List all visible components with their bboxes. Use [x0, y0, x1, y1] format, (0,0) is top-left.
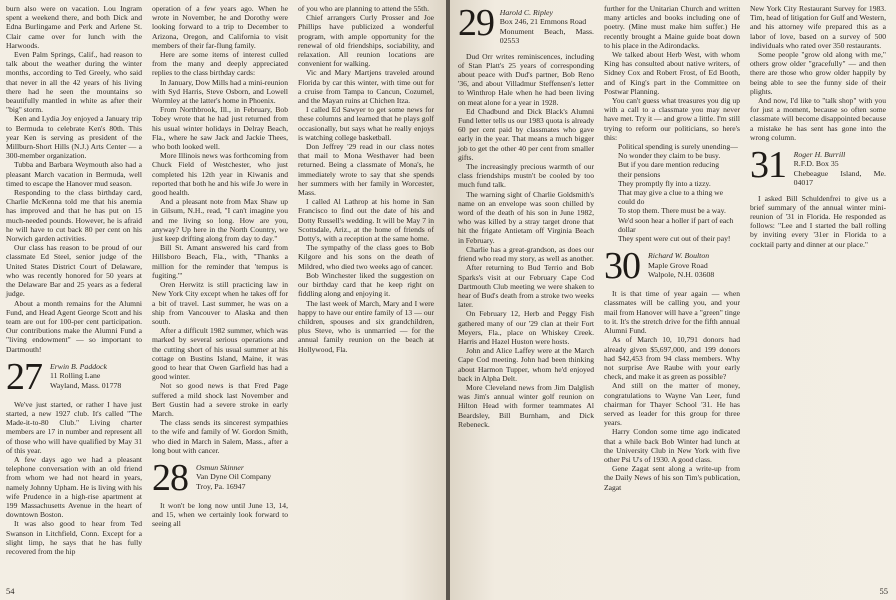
class-entry-27 — [6, 355, 142, 398]
poem-line: No wonder they claim to be busy. — [618, 151, 721, 161]
paragraph: From Northbrook, Ill., in February, Bob Tobey wrote that he had just returned from his usual winter holidays in Delray Beach, Fla., where he saw Jack and Jackie Thees, who both looked well. — [152, 105, 288, 152]
paragraph: New York City Restaurant Survey for 1983. Tim, head of litigation for Gulf and Western, and his attorney wife prepared this as a labor of love, based on a survey of 500 individuals who rated over 350 restaurants. — [750, 4, 886, 50]
paragraph: And a pleasant note from Max Shaw up in Gilsum, N.H., read, "I can't imagine you and me living so long. How are you, anyway? Up here in the North Country, we just keep drifting along from day to day." — [152, 197, 288, 244]
poem-line: That may give a clue to a thing we could do — [618, 188, 724, 207]
right-column-3 — [750, 4, 886, 249]
poem-line: But if you dare mention reducing — [618, 160, 720, 170]
class-year-number: 28 — [152, 456, 188, 499]
secretary-name: Osmun Skinner — [196, 462, 244, 472]
paragraph: Charlie has a great-grandson, as does our friend who read my story, as well as another. — [458, 244, 594, 264]
secretary-name: Harold C. Ripley — [499, 8, 553, 17]
paragraph: Gene Zagat sent along a write-up from the Daily News of his son Tim's publication, Zagat — [604, 464, 740, 492]
right-column-1 — [458, 4, 594, 429]
paragraph: As of March 10, 10,791 donors had already given $5,697,000, and 199 donors had $42,453 from 94 class members. Why not surprise Ave Raube with your early check, and make it as green as possible? — [604, 335, 740, 382]
class-secretary-address — [794, 148, 886, 188]
paragraph: Oren Herwitz is still practicing law in New York City except when he takes off for a bit of travel. Last summer, he was on a ship from Vancouver to Alaska and then south. — [152, 280, 288, 326]
paragraph: Dud Orr writes reminiscences, including of Stan Platt's 25 years of corresponding about peace with Dud's partner, Bob Reno '36, and about Villadmur Steffensen's letter to Winthrop Hale when he had been living on meat alone for a year in 1928. — [458, 51, 594, 107]
left-page — [0, 0, 446, 600]
paragraph: Chief arrangers Curly Prosser and Joe Phillips have publicized a wonderful program, with ample opportunity for the renewal of old friendships, sociability, and relaxation. All reunion locations are convenient for walking. — [298, 13, 434, 69]
left-column-3 — [298, 4, 434, 354]
paragraph: I asked Bill Schuldenfrei to give us a brief summary of the annual winter mini-reunion of '31 in Florida. He responded as follows: "Lee and I started the ball rolling by inviting every '31er in Florida to a cocktail party and dinner at our place." — [750, 193, 886, 249]
paragraph: On February 12, Herb and Peggy Fish gathered many of our '29 clan at their Fort Meyers, Fla., place on Whiskey Creek. Harris and Hazel Huston were hosts. — [458, 309, 594, 346]
paragraph: A few days ago we had a pleasant telephone conversation with an old friend from whom we had not heard in years, namely Johnny Upham. He is living with his wife Prudence in a high-rise apartment at 199 Massachusetts Avenue in the heart of downtown Boston. — [6, 454, 142, 520]
paragraph: Ed Chadbund and Dick Black's Alumni Fund letter tells us our 1983 quota is already 60 per cent paid by classmates who gave early in the year. That means a much bigger job to get the other 40 per cent from smaller gifts. — [458, 106, 594, 162]
class-secretary-address — [648, 249, 714, 279]
paragraph: Tubba and Barbara Weymouth also had a pleasant March vacation in Bermuda, well timed to escape the Hanover mud season. — [6, 160, 142, 188]
right-page — [450, 0, 896, 600]
class-year-number: 30 — [604, 245, 640, 288]
class-secretary-address — [500, 6, 594, 46]
class-year-number: 29 — [458, 2, 494, 44]
paragraph: further for the Unitarian Church and written many articles and books including one of poetry. (Mine must make him suffer.) He recently brought a Maine guide boat down to his place in the Adirondacks. — [604, 4, 740, 50]
paragraph: The last week of March, Mary and I were happy to have our entire family of 13 — our children, spouses and six grandchildren, plus Steve, who is unmarried — for the annual family reunion on the beach at Hollywood, Fla. — [298, 298, 434, 354]
paragraph: Harry Condon some time ago indicated that a while back Bob Winter had lunch at the University Club in New York with five other Psi U's of 1930. A good class. — [604, 427, 740, 464]
page-number-left: 54 — [6, 586, 15, 596]
paragraph: Bob Winchester liked the suggestion on our birthday card that he keep right on fiddling along and enjoying it. — [298, 270, 434, 299]
secretary-street: Maple Grove Road — [648, 260, 708, 270]
secretary-city: Troy, Pa. 16947 — [196, 481, 246, 491]
secretary-city: Monument Beach, Mass. 02553 — [499, 26, 594, 46]
paragraph: And now, I'd like to "talk shop" with you for just a moment, because so often some classmate will become disappointed because a mistake he has sent has gone into the wrong column. — [750, 96, 886, 142]
paragraph: In January, Dow Mills had a mini-reunion with Syd Harris, Steve Osborn, and Lowell Wormley at the latter's home in Phoenix. — [152, 77, 288, 106]
secretary-name: Roger H. Burrill — [793, 150, 846, 160]
paragraph: Bill St. Amant answered his card from Hillsboro Beach, Fla., with, "Thanks a million for the reminder that 'tempus is fugiting.'" — [152, 243, 288, 280]
poem-line: We'd soon hear a holler if part of each dollar — [618, 215, 734, 234]
class-secretary-address — [50, 360, 121, 390]
paragraph: After returning to Bud Terrio and Bob Sparks's visit at our February Cape Cod Dartmouth Club meeting we were shaken to hear of Bud's death from a stroke two weeks later. — [458, 263, 594, 310]
paragraph: Ken and Lydia Joy enjoyed a January trip to Bermuda to celebrate Ken's 80th. This year Ken is serving as president of the Millburn-Short Hills (N.J.) Arts Center — a 300-member organization. — [6, 114, 142, 161]
poem-line: Political spending is surely unending— — [618, 142, 738, 152]
class-year-number: 27 — [6, 355, 42, 398]
paragraph: I called Ed Sawyer to get some news for these columns and learned that he plays golf occasionally, but says what he really enjoys is watching college basketball. — [298, 105, 434, 142]
paragraph: It was also good to hear from Ted Swanson in Litchfield, Conn. Except for a slight limp, he says that he has fully recovered from the hip — [6, 519, 142, 556]
paragraph: operation of a few years ago. When he wrote in November, he and Dorothy were looking forward to a trip to December to Arizona, Oregon, and California to visit members of their far-flung family. — [152, 4, 288, 50]
secretary-name: Richard W. Boulton — [648, 251, 710, 261]
secretary-street: R.F.D. Box 35 — [793, 159, 839, 169]
paragraph: More Cleveland news from Jim Dalglish was Jim's annual winter golf reunion on Hilton Head with former teammates Al Beardsley, Bill Burnham, and Dick Rebeneck. — [458, 382, 594, 429]
poem-line: They promptly fly into a tizzy. — [618, 178, 711, 188]
paragraph: Don Jeffrey '29 read in our class notes that mail to Mona Westhaver had been returned. Being a classmate of Mona's, he immediately wrote to say that she spends her summers with her family in Worcester, Mass. — [298, 142, 434, 198]
left-column-1 — [6, 4, 142, 556]
paragraph: Our class has reason to be proud of our classmate Ed Steel, senior judge of the United States District Court of Delaware, who was recently honored for 50 years at the Delaware Bar and 25 years as a federal judge. — [6, 243, 142, 299]
paragraph: About a month remains for the Alumni Fund, and Head Agent George Scott and his team are out for 100-per cent participation. Our contributions make the Alumni Fund a "living endowment" — so important to Dartmouth! — [6, 298, 142, 354]
paragraph: You can't guess what treasures you dig up with a call to a classmate you may never have met. Try it — and grow a little. I'm still trying to reform our politicians, so here's this: — [604, 96, 740, 142]
class-entry-28 — [152, 456, 288, 499]
paragraph: burn also were on vacation. Lou Ingram spent a weekend there, and both Dick and Edna Burlingame and Perk and Arlene St. Clair came over for lunch with the Harwoods. — [6, 4, 142, 50]
class-entry-31 — [750, 144, 886, 188]
secretary-street: Van Dyne Oil Company — [196, 472, 272, 482]
secretary-street: Box 246, 21 Emmons Road — [499, 17, 587, 27]
left-column-2 — [152, 4, 288, 529]
class-year-number: 31 — [750, 144, 786, 187]
poem — [604, 142, 740, 243]
paragraph: It won't be long now until June 13, 14, and 15, when we certainly look forward to seeing all — [152, 500, 288, 529]
right-column-2 — [604, 4, 740, 492]
paragraph: Some people "grow old along with me," others grow older "gracefully" — and then there are those who grow older happily by being able to see the funny side of their plights. — [750, 50, 886, 96]
paragraph: And still on the matter of money, congratulations to Wayne Van Leer, fund chairman for Thayer School '31. He has served as leader for this group for three years. — [604, 381, 740, 428]
secretary-city: Chebeague Island, Me. 04017 — [793, 168, 886, 188]
page-number-right: 55 — [879, 586, 888, 596]
paragraph: The warning sight of Charlie Goldsmith's name on an envelope was soon chilled by word of the death of his son in June 1982, who was killed by a stray target drone that hit the frigate Antietam off Virginia Beach in February. — [458, 189, 594, 245]
secretary-street: 11 Rolling Lane — [50, 371, 101, 381]
paragraph: I called Al Lathrop at his home in San Francisco to find out the date of his and Dotty Russell's wedding. It will be May 7 in Scottsdale, Ariz., at the home of friends of Dotty's, with a reception at the same home. — [298, 197, 434, 244]
class-secretary-address — [196, 461, 271, 491]
poem-line: To stop them. There must be a way. — [618, 206, 726, 216]
poem-line: their pensions — [618, 169, 661, 179]
paragraph: It is that time of year again — when classmates will be calling you, and your mail from Hanover will have a "green" tinge to it. It's the stretch drive for the fifth annual Alumni Fund. — [604, 289, 740, 336]
class-entry-29 — [458, 2, 594, 46]
paragraph: Even Palm Springs, Calif., had reason to talk about the weather during the winter months, according to Ted Greely, who said that never in all the 42 years of his living there had he seen the mountains so beautifully mantled in white as after their "big" storm. — [6, 50, 142, 115]
paragraph: of you who are planning to attend the 55th. — [298, 4, 429, 13]
paragraph: Vic and Mary Martjens traveled around Florida by car this winter, with time out for a cruise from Tampa to Cancun, Cozumel, and the Mayan ruins at Chichen Itza. — [298, 68, 434, 106]
paragraph: Here are some items of interest culled from the many and deeply appreciated replies to the class birthday cards: — [152, 50, 288, 78]
paragraph: We talked about Herb West, with whom King has consulted about native writers, of Sidney Cox and Robert Frost, of Ed Booth, and of King's part in the Committee on Postwar Planning. — [604, 50, 740, 96]
paragraph: We've just started, or rather I have just started, a new 1927 club. It's called "The Made-it-to-80 Club." Living charter members are 17 in number and represent all of those who will have qualified by May 31 of this year. — [6, 399, 142, 455]
paragraph: More Illinois news was forthcoming from Chuck Field of Westchester, who just completed his 12th year in Kiwanis and reported that both he and his wife Jo were in good health. — [152, 151, 288, 198]
paragraph: After a difficult 1982 summer, which was marked by several serious operations and the cutting short of his usual summer at his cottage on Bustins Island, Maine, it was good to hear that Owen Garfield has had a good winter. — [152, 326, 288, 382]
paragraph: Not so good news is that Fred Page suffered a mild shock last November and Bert Gustin had a severe stroke in early March. — [152, 381, 288, 418]
class-entry-30 — [604, 245, 740, 288]
paragraph: The class sends its sincerest sympathies to the wife and family of W. Gordon Smith, who died in March in Salem, Mass., after a long bout with cancer. — [152, 418, 288, 455]
secretary-city: Wayland, Mass. 01778 — [50, 380, 122, 390]
paragraph: John and Alice Laffey were at the March Cape Cod meeting. John had been thinking about Harmon Tupper, whom he'd enjoyed back in Alpha Delt. — [458, 346, 594, 383]
paragraph: The increasingly precious warmth of our class friendships mustn't be cooled by too much fund talk. — [458, 162, 594, 190]
poem-line: They spent were cut out of their pay! — [618, 234, 731, 244]
secretary-city: Walpole, N.H. 03608 — [648, 270, 715, 280]
paragraph: The sympathy of the class goes to Bob Kilgore and his sons on the death of Mildred, who died two weeks ago of cancer. — [298, 243, 434, 271]
secretary-name: Erwin B. Paddock — [50, 361, 107, 371]
paragraph: Responding to the class birthday card, Charlie McKenna told me that his anemia has improved and that he has put on 15 much-needed pounds. However, he is afraid he will have to cut back 80 per cent on his Norwich garden activities. — [6, 188, 142, 244]
